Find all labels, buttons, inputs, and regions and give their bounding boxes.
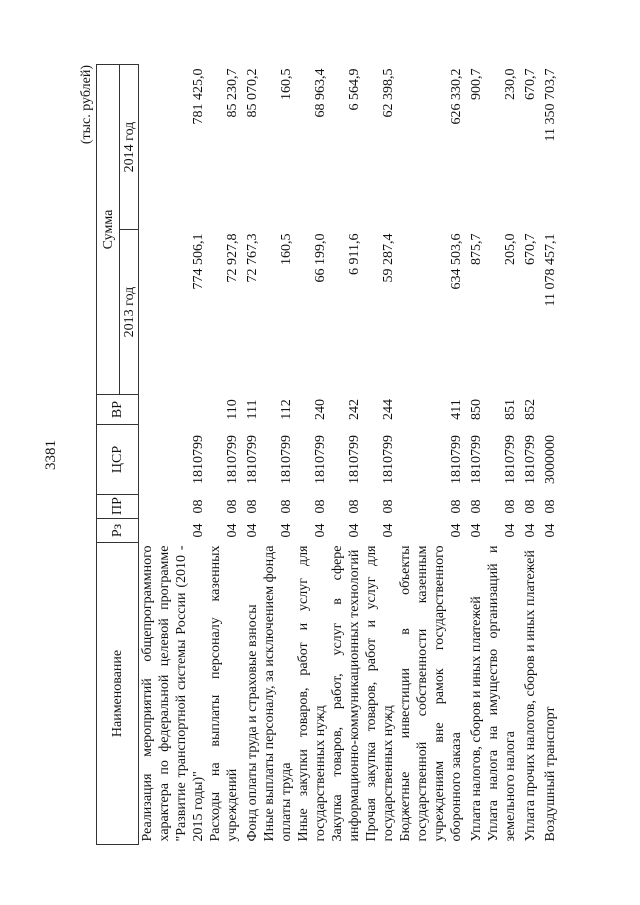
row-2014: 781 425,0	[191, 68, 206, 125]
table-row	[241, 65, 261, 845]
row-pr: 08	[313, 499, 328, 514]
row-csr: 1810799	[225, 435, 240, 484]
row-pr: 08	[191, 499, 206, 514]
table-row	[397, 65, 465, 845]
row-2013: 774 506,1	[191, 233, 206, 290]
header-row	[97, 65, 120, 845]
row-pr: 08	[469, 499, 484, 514]
header-2014: 2014 год	[120, 65, 139, 230]
table-row	[329, 65, 363, 845]
row-pr: 08	[347, 499, 362, 514]
row-rz: 04	[313, 523, 328, 538]
row-pr: 08	[543, 499, 558, 514]
budget-table	[96, 64, 559, 845]
row-csr: 1810799	[449, 435, 464, 484]
table-row	[539, 65, 559, 845]
table-row	[363, 65, 397, 845]
row-2013: 875,7	[469, 233, 484, 265]
table-row	[485, 65, 519, 845]
row-name: Воздушный транспорт	[543, 706, 558, 842]
row-name: Уплата прочих налогов, сборов и иных платежей	[523, 550, 538, 842]
row-rz: 04	[279, 523, 294, 538]
row-vr: 242	[347, 399, 362, 420]
row-2013: 160,5	[279, 233, 294, 265]
row-pr: 08	[245, 499, 260, 514]
row-vr: 851	[503, 399, 518, 420]
row-csr: 1810799	[523, 435, 538, 484]
row-2014: 6 564,9	[347, 68, 362, 111]
row-2013: 72 927,8	[225, 233, 240, 283]
row-2014: 68 963,4	[313, 68, 328, 118]
row-2013: 66 199,0	[313, 233, 328, 283]
row-2014: 230,0	[503, 68, 518, 100]
row-pr: 08	[225, 499, 240, 514]
rotated-content	[43, 65, 560, 845]
row-csr: 1810799	[469, 435, 484, 484]
header-sum: Сумма	[97, 65, 120, 395]
page-number: 3381	[43, 440, 59, 470]
row-2013: 59 287,4	[381, 233, 396, 283]
row-rz: 04	[245, 523, 260, 538]
row-rz: 04	[449, 523, 464, 538]
row-rz: 04	[347, 523, 362, 538]
row-2014: 670,7	[523, 68, 538, 100]
row-2013: 72 767,3	[245, 233, 260, 283]
row-csr: 3000000	[543, 435, 558, 484]
header-vr: ВР	[97, 395, 139, 425]
row-rz: 04	[225, 523, 240, 538]
row-2014: 62 398,5	[381, 68, 396, 118]
row-name: Прочая закупка товаров, работ и услуг для государственных нужд	[364, 545, 396, 842]
row-2013: 670,7	[523, 233, 538, 265]
row-rz: 04	[503, 523, 518, 538]
table-body	[139, 65, 560, 845]
row-rz: 04	[191, 523, 206, 538]
table-row	[295, 65, 329, 845]
row-pr: 08	[503, 499, 518, 514]
row-csr: 1810799	[381, 435, 396, 484]
header-rz: Рз	[97, 519, 139, 543]
units-label: (тыс. рублей)	[79, 65, 94, 145]
table-row	[519, 65, 539, 845]
row-vr: 240	[313, 399, 328, 420]
header-name: Наименование	[97, 543, 139, 845]
row-vr: 850	[469, 399, 484, 420]
row-2014: 160,5	[279, 68, 294, 100]
row-csr: 1810799	[313, 435, 328, 484]
header-2013: 2013 год	[120, 230, 139, 395]
row-vr	[139, 395, 208, 425]
row-2014: 85 230,7	[225, 68, 240, 118]
row-name: Уплата налога на имущество организаций и земельного налога	[486, 545, 518, 842]
row-name: Бюджетные инвестиции в объекты государственной собственности казенным учреждениям вне рамок государственного оборонного заказа	[398, 545, 464, 842]
row-pr: 08	[381, 499, 396, 514]
row-name: Уплата налогов, сборов и иных платежей	[469, 596, 484, 842]
row-2014: 85 070,2	[245, 68, 260, 118]
row-2014: 626 330,2	[449, 68, 464, 125]
table-row	[139, 65, 208, 845]
row-csr: 1810799	[245, 435, 260, 484]
row-pr: 08	[279, 499, 294, 514]
row-csr: 1810799	[347, 435, 362, 484]
row-vr: 112	[279, 399, 294, 420]
header-csr: ЦСР	[97, 425, 139, 495]
table-row	[261, 65, 295, 845]
table-row	[465, 65, 485, 845]
row-2013: 6 911,6	[347, 233, 362, 275]
row-rz: 04	[523, 523, 538, 538]
row-vr	[539, 395, 559, 425]
row-2013: 205,0	[503, 233, 518, 265]
row-name: Реализация мероприятий общепрограммного характера по федеральной целевой программе "Развитие транспортной системы России (2010 - 2015 годы)"	[140, 545, 206, 842]
row-vr: 852	[523, 399, 538, 420]
row-csr: 1810799	[279, 435, 294, 484]
header-pr: ПР	[97, 495, 139, 519]
row-pr: 08	[523, 499, 538, 514]
row-name: Закупка товаров, работ, услуг в сфере информационно-коммуникационных технологий	[330, 545, 362, 842]
row-vr: 411	[449, 399, 464, 420]
row-rz: 04	[543, 523, 558, 538]
row-2013: 11 078 457,1	[543, 233, 558, 307]
row-rz: 04	[381, 523, 396, 538]
row-name: Иные выплаты персоналу, за исключением фонда оплаты труда	[262, 545, 294, 842]
row-csr: 1810799	[191, 435, 206, 484]
row-name: Расходы на выплаты персоналу казенных учреждений	[208, 545, 240, 842]
row-name: Фонд оплаты труда и страховые взносы	[245, 604, 260, 842]
row-vr: 110	[225, 399, 240, 420]
row-vr: 111	[245, 399, 260, 420]
row-2014: 900,7	[469, 68, 484, 100]
row-vr: 244	[381, 399, 396, 420]
table-row	[207, 65, 241, 845]
row-rz: 04	[469, 523, 484, 538]
row-2014: 11 350 703,7	[543, 68, 558, 142]
row-name: Иные закупки товаров, работ и услуг для государственных нужд	[296, 545, 328, 842]
row-pr: 08	[449, 499, 464, 514]
row-csr: 1810799	[503, 435, 518, 484]
row-2013: 634 503,6	[449, 233, 464, 290]
